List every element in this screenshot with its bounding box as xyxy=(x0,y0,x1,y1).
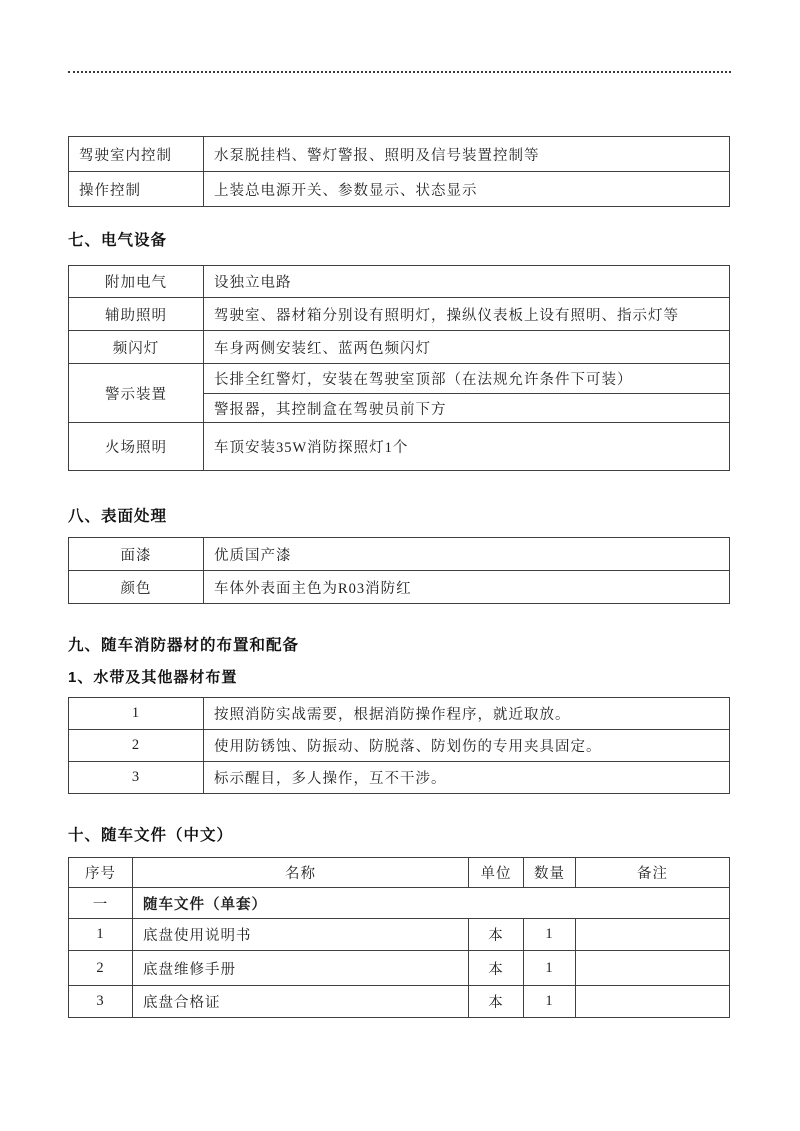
row-label-cell: 警示装置 xyxy=(69,364,204,423)
table-row xyxy=(69,762,730,794)
row-value-cell: 警报器，其控制盒在驾驶员前下方 xyxy=(204,394,730,423)
row-label-cell: 附加电气 xyxy=(69,266,204,298)
dotted-divider xyxy=(68,71,731,73)
row-number-cell: 3 xyxy=(69,762,204,794)
table-row xyxy=(69,919,730,951)
subsection-heading-hose-layout: 1、水带及其他器材布置 xyxy=(68,669,238,686)
document-content xyxy=(68,71,729,1018)
group-number-cell: 一 xyxy=(69,888,133,919)
row-name-cell: 底盘维修手册 xyxy=(133,951,469,986)
table-row xyxy=(69,137,730,172)
row-name-cell: 底盘合格证 xyxy=(133,986,469,1018)
row-number-cell: 2 xyxy=(69,951,133,986)
table-row xyxy=(69,298,730,331)
column-header-note: 备注 xyxy=(576,858,730,888)
row-unit-cell: 本 xyxy=(469,919,524,951)
row-value-cell: 优质国产漆 xyxy=(204,538,730,571)
surface-table xyxy=(68,537,730,604)
table-group-row xyxy=(69,888,730,919)
section-heading-surface: 八、表面处理 xyxy=(68,508,168,525)
row-label-cell: 辅助照明 xyxy=(69,298,204,331)
row-value-cell: 水泵脱挂档、警灯警报、照明及信号装置控制等 xyxy=(204,137,730,172)
group-name-cell: 随车文件（单套） xyxy=(133,888,730,919)
row-value-cell: 车体外表面主色为R03消防红 xyxy=(204,571,730,604)
row-value-cell: 标示醒目，多人操作，互不干涉。 xyxy=(204,762,730,794)
row-label-cell: 面漆 xyxy=(69,538,204,571)
documents-table xyxy=(68,857,730,1018)
row-qty-cell: 1 xyxy=(524,919,576,951)
cab-control-table xyxy=(68,136,730,207)
row-unit-cell: 本 xyxy=(469,986,524,1018)
table-row xyxy=(69,986,730,1018)
row-value-cell: 驾驶室、器材箱分别设有照明灯，操纵仪表板上设有照明、指示灯等 xyxy=(204,298,730,331)
row-unit-cell: 本 xyxy=(469,951,524,986)
table-row xyxy=(69,951,730,986)
column-header-num: 序号 xyxy=(69,858,133,888)
table-row xyxy=(69,538,730,571)
row-label-cell: 频闪灯 xyxy=(69,331,204,364)
row-note-cell xyxy=(576,919,730,951)
column-header-qty: 数量 xyxy=(524,858,576,888)
table-row xyxy=(69,364,730,394)
table-row xyxy=(69,172,730,207)
row-name-cell: 底盘使用说明书 xyxy=(133,919,469,951)
row-note-cell xyxy=(576,951,730,986)
row-number-cell: 1 xyxy=(69,919,133,951)
row-value-cell: 上装总电源开关、参数显示、状态显示 xyxy=(204,172,730,207)
row-value-cell: 车身两侧安装红、蓝两色频闪灯 xyxy=(204,331,730,364)
equipment-layout-table xyxy=(68,697,730,794)
table-row xyxy=(69,571,730,604)
row-number-cell: 1 xyxy=(69,698,204,730)
column-header-name: 名称 xyxy=(133,858,469,888)
row-value-cell: 按照消防实战需要，根据消防操作程序，就近取放。 xyxy=(204,698,730,730)
row-qty-cell: 1 xyxy=(524,951,576,986)
row-label-cell: 颜色 xyxy=(69,571,204,604)
table-row xyxy=(69,730,730,762)
row-number-cell: 3 xyxy=(69,986,133,1018)
table-header-row xyxy=(69,858,730,888)
section-heading-electrical: 七、电气设备 xyxy=(68,232,168,249)
table-row xyxy=(69,423,730,471)
row-note-cell xyxy=(576,986,730,1018)
electrical-table xyxy=(68,265,730,471)
table-row xyxy=(69,698,730,730)
row-value-cell: 使用防锈蚀、防振动、防脱落、防划伤的专用夹具固定。 xyxy=(204,730,730,762)
row-label-cell: 火场照明 xyxy=(69,423,204,471)
section-heading-documents: 十、随车文件（中文） xyxy=(68,827,234,844)
row-value-cell: 车顶安装35W消防探照灯1个 xyxy=(204,423,730,471)
table-row xyxy=(69,266,730,298)
row-qty-cell: 1 xyxy=(524,986,576,1018)
row-value-cell: 设独立电路 xyxy=(204,266,730,298)
row-value-cell: 长排全红警灯，安装在驾驶室顶部（在法规允许条件下可装） xyxy=(204,364,730,394)
row-label-cell: 操作控制 xyxy=(69,172,204,207)
section-heading-equipment-layout: 九、随车消防器材的布置和配备 xyxy=(68,637,300,654)
row-label-cell: 驾驶室内控制 xyxy=(69,137,204,172)
column-header-unit: 单位 xyxy=(469,858,524,888)
table-row xyxy=(69,331,730,364)
row-number-cell: 2 xyxy=(69,730,204,762)
